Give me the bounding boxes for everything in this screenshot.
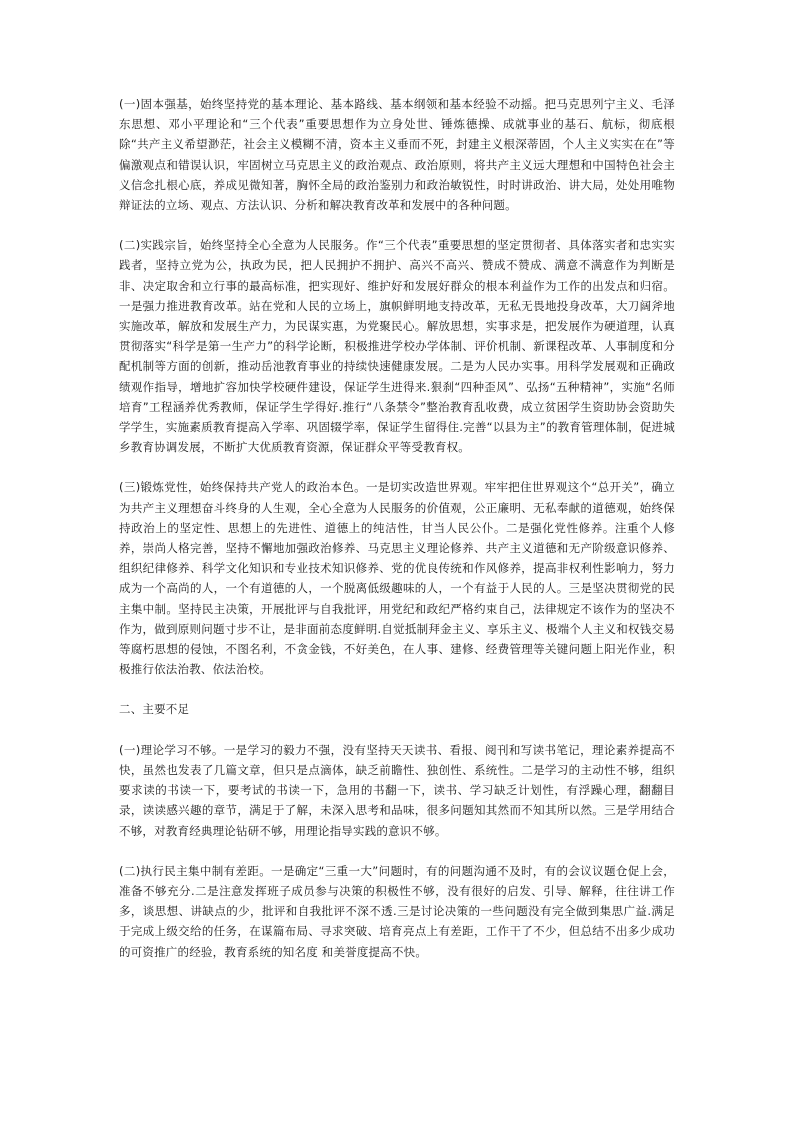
section-heading: 二、主要不足	[119, 702, 190, 717]
paragraph-5: (二)执行民主集中制有差距。一是确定“三重一大”问题时，有的问题沟通不及时，有的会议议题仓促上会，准备不够充分.二是注意发挥班子成员参与决策的积极性不够，没有很好的启发、引导、解释，往往讲工作多，谈思想、讲缺点的少，批评和自我批评不深不透.三是讨论决策的一些问题没有完全做到集思广益.满足于完成上级交给的任务，在谋篇布局、寻求突破、培育亮点上有差距，工作干了不少，但总结不出多少成功的可资推广的经验，教育系统的知名度 和美誉度提高不快。	[119, 863, 675, 959]
paragraph-3: (三)锻炼党性，始终保持共产党人的政治本色。一是切实改造世界观。牢牢把住世界观这个“总开关”，确立为共产主义理想奋斗终身的人生观，全心全意为人民服务的价值观，公正廉明、无私奉献的道德观，始终保持政治上的坚定性、思想上的先进性、道德上的纯洁性，甘当人民公仆。二是强化党性修养。注重个人修养，崇尚人格完善，坚持不懈地加强政治修养、马克思主义理论修养、共产主义道德和无产阶级意识修养、组织纪律修养、科学文化知识和专业技术知识修养、党的优良传统和作风修养，提高非权利性影响力，努力成为一个高尚的人，一个有道德的人，一个脱离低级趣味的人，一个有益于人民的人。三是坚决贯彻党的民主集中制。坚持民主决策，开展批评与自我批评，用党纪和政纪严格约束自己，法律规定不该作为的坚决不作为，做到原则问题寸步不让，是非面前态度鲜明.自觉抵制拜金主义、享乐主义、极端个人主义和权钱交易等腐朽思想的侵蚀，不图名利，不贪金钱，不好美色，在人事、建修、经费管理等关键问题上阳光作业，积极推行依法治教、依法治校。	[119, 480, 675, 677]
document-body	[119, 94, 675, 982]
paragraph-4: (一)理论学习不够。一是学习的毅力不强，没有坚持天天读书、看报、阅刊和写读书笔记，理论素养提高不快，虽然也发表了几篇文章，但只是点滴体，缺乏前瞻性、独创性、系统性。二是学习的主动性不够，组织要求读的书读一下，要考试的书读一下，急用的书翻一下，读书、学习缺乏计划性，有浮躁心理，翻翻目录，读读感兴趣的章节，满足于了解，未深入思考和品味，很多问题知其然而不知其所以然。三是学用结合不够，对教育经典理论钻研不够，用理论指导实践的意识不够。	[119, 742, 675, 838]
paragraph-2: (二)实践宗旨，始终坚持全心全意为人民服务。作“三个代表”重要思想的坚定贯彻者、具体落实者和忠实实践者，坚持立党为公，执政为民，把人民拥护不拥护、高兴不高兴、赞成不赞成、满意不满意作为判断是非、决定取舍和立行事的最高标准，把实现好、维护好和发展好群众的根本利益作为工作的出发点和归宿。一是强力推进教育改革。站在党和人民的立场上，旗帜鲜明地支持改革，无私无畏地投身改革，大刀阔斧地实施改革，解放和发展生产力，为民谋实惠，为党聚民心。解放思想，实事求是，把发展作为硬道理，认真贯彻落实“科学是第一生产力”的科学论断，积极推进学校办学体制、评价机制、新课程改革、人事制度和分配机制等方面的创新，推动岳池教育事业的持续快速健康发展。二是为人民办实事。用科学发展观和正确政绩观作指导，增地扩容加快学校硬件建设，保证学生进得来.狠刹“四种歪风”、弘扬“五种精神”，实施“名师培育”工程涵养优秀教师，保证学生学得好.推行“八条禁令”整治教育乱收费，成立贫困学生资助协会资助失学学生，实施素质教育提高入学率、巩固辍学率，保证学生留得住.完善“以县为主”的教育管理体制，促进城乡教育协调发展，不断扩大优质教育资源，保证群众平等受教育权。	[119, 238, 675, 455]
paragraph-1: (一)固本强基，始终坚持党的基本理论、基本路线、基本纲领和基本经验不动摇。把马克思列宁主义、毛泽东思想、邓小平理论和“三个代表”重要思想作为立身处世、锤炼德操、成就事业的基石、航标，彻底根除“共产主义希望渺茫，社会主义模糊不清，资本主义垂而不死，封建主义根深蒂固，个人主义实实在在”等偏激观点和错误认识，牢固树立马克思主义的政治观点、政治原则，将共产主义远大理想和中国特色社会主义信念扎根心底，养成见微知著，胸怀全局的政治鉴别力和政治敏锐性，时时讲政治、讲大局，处处用唯物辩证法的立场、观点、方法认识、分析和解决教育改革和发展中的各种问题。	[119, 97, 675, 213]
